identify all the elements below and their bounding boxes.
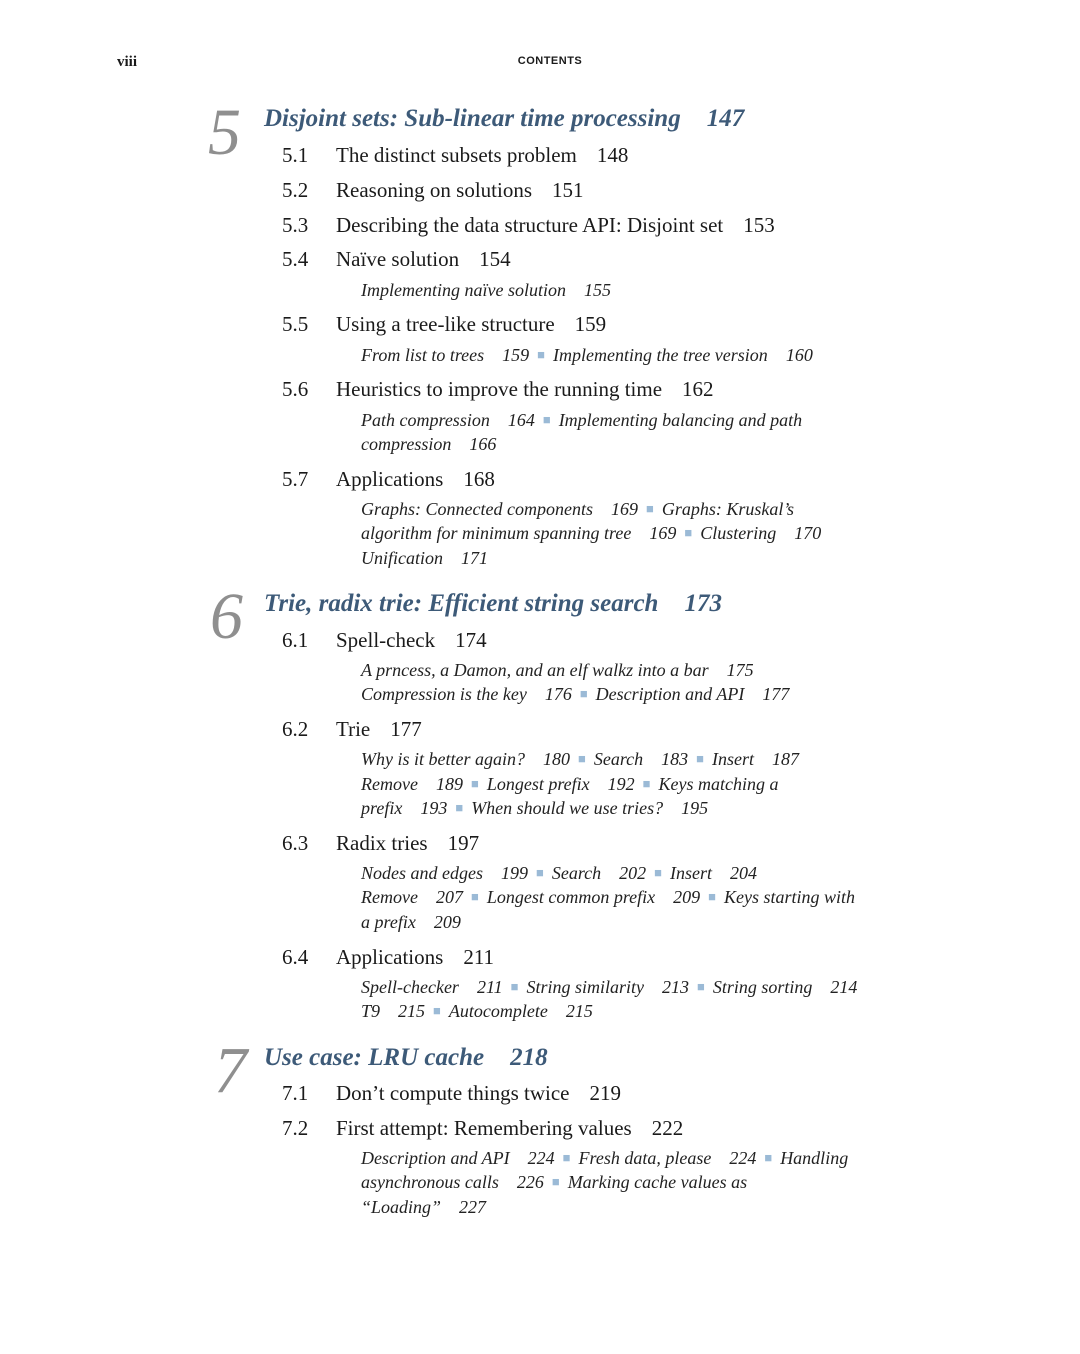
chapter-title-text: Disjoint sets: Sub-linear time processing bbox=[264, 105, 681, 132]
toc-subsection-line bbox=[361, 661, 754, 679]
subsection-page: 187 bbox=[772, 749, 800, 769]
subsection-title-continued: algorithm for minimum spanning tree bbox=[361, 523, 632, 543]
subsection-link[interactable] bbox=[553, 345, 813, 365]
subsection-title: Clustering bbox=[700, 523, 777, 543]
subsection-page: 155 bbox=[583, 280, 611, 300]
section-page: 154 bbox=[479, 247, 511, 271]
separator-dot: ■ bbox=[470, 776, 479, 791]
subsection-page: 199 bbox=[500, 863, 528, 883]
subsection-link[interactable] bbox=[361, 863, 528, 883]
subsection-title: Implementing naïve solution bbox=[361, 280, 566, 300]
subsection-title-continued: asynchronous calls bbox=[361, 1172, 499, 1192]
section-title: Heuristics to improve the running time bbox=[336, 377, 663, 401]
subsection-page: 193 bbox=[420, 798, 448, 818]
subsection-link[interactable] bbox=[487, 887, 700, 907]
section-title: Naïve solution bbox=[336, 247, 460, 271]
separator-dot: ■ bbox=[654, 865, 663, 880]
section-page: 222 bbox=[651, 1116, 684, 1140]
separator-dot: ■ bbox=[455, 800, 464, 815]
subsection-title: Description and API bbox=[595, 684, 745, 704]
subsection-link[interactable] bbox=[361, 798, 447, 818]
toc-subsection-line bbox=[361, 864, 757, 882]
toc-section[interactable] bbox=[282, 145, 628, 166]
section-number: 6.3 bbox=[282, 831, 309, 855]
section-number: 7.1 bbox=[282, 1081, 309, 1105]
subsection-title: Path compression bbox=[361, 410, 490, 430]
chapter-page: 218 bbox=[510, 1044, 548, 1071]
section-number: 5.5 bbox=[282, 312, 309, 336]
subsection-page: 171 bbox=[461, 548, 488, 568]
subsection-title: Remove bbox=[361, 774, 418, 794]
section-title: First attempt: Remembering values bbox=[336, 1116, 632, 1140]
subsection-page: 224 bbox=[527, 1148, 555, 1168]
subsection-title: Compression is the key bbox=[361, 684, 527, 704]
chapter-title-text: Use case: LRU cache bbox=[264, 1044, 485, 1071]
subsection-title: Insert bbox=[670, 863, 713, 883]
section-page: 159 bbox=[574, 312, 607, 336]
subsection-page: 176 bbox=[544, 684, 572, 704]
separator-dot: ■ bbox=[551, 1174, 560, 1189]
subsection-title: Unification bbox=[361, 548, 443, 568]
section-title: Applications bbox=[336, 467, 444, 491]
separator-dot: ■ bbox=[535, 865, 544, 880]
subsection-page: 195 bbox=[681, 798, 709, 818]
subsection-page: 189 bbox=[435, 774, 463, 794]
subsection-page: 204 bbox=[730, 863, 758, 883]
subsection-page: 202 bbox=[619, 863, 647, 883]
subsection-link[interactable] bbox=[361, 1148, 555, 1168]
toc-subsection-line bbox=[361, 1149, 848, 1167]
section-title: Spell-check bbox=[336, 628, 436, 652]
section-title: Trie bbox=[336, 717, 371, 741]
section-number: 5.1 bbox=[282, 143, 309, 167]
subsection-link[interactable] bbox=[361, 684, 572, 704]
subsection-title: When should we use tries? bbox=[471, 798, 664, 818]
section-page: 197 bbox=[447, 831, 480, 855]
toc-subsection-line bbox=[361, 281, 611, 299]
subsection-page: 224 bbox=[729, 1148, 757, 1168]
subsection-link[interactable] bbox=[361, 1001, 425, 1021]
section-title: Radix tries bbox=[336, 831, 428, 855]
subsection-link[interactable] bbox=[361, 660, 754, 680]
subsection-title-continued: a prefix bbox=[361, 912, 416, 932]
toc-section[interactable] bbox=[282, 833, 479, 854]
subsection-link[interactable] bbox=[552, 863, 646, 883]
toc-section[interactable] bbox=[282, 1118, 683, 1139]
toc-subsection-line bbox=[361, 750, 799, 768]
subsection-page: 192 bbox=[607, 774, 635, 794]
toc-section[interactable] bbox=[282, 469, 495, 490]
subsection-title-continued: compression bbox=[361, 434, 452, 454]
subsection-page: 207 bbox=[435, 887, 463, 907]
subsection-title[interactable]: Graphs: Kruskal’s bbox=[661, 499, 795, 519]
section-page: 168 bbox=[463, 467, 495, 491]
subsection-title: From list to trees bbox=[361, 345, 485, 365]
separator-dot: ■ bbox=[684, 525, 693, 540]
section-page: 162 bbox=[682, 377, 714, 401]
toc-subsection-line bbox=[361, 524, 821, 542]
section-number: 5.3 bbox=[282, 213, 309, 237]
chapter-title-text: Trie, radix trie: Efficient string search bbox=[264, 590, 659, 617]
toc-subsection-line bbox=[361, 411, 802, 429]
subsection-title: Autocomplete bbox=[448, 1001, 548, 1021]
section-number: 5.4 bbox=[282, 247, 309, 271]
subsection-title: Search bbox=[593, 749, 644, 769]
section-title: Using a tree-like structure bbox=[336, 312, 555, 336]
toc-section[interactable] bbox=[282, 719, 422, 740]
subsection-link[interactable] bbox=[596, 684, 790, 704]
subsection-link[interactable] bbox=[700, 523, 821, 543]
toc-subsection-line bbox=[361, 346, 813, 364]
subsection-title[interactable]: Implementing balancing and path bbox=[558, 410, 803, 430]
subsection-link[interactable] bbox=[361, 523, 676, 543]
subsection-link[interactable] bbox=[449, 1001, 593, 1021]
subsection-page: 211 bbox=[476, 977, 503, 997]
subsection-link[interactable] bbox=[487, 774, 635, 794]
chapter-number: 6 bbox=[210, 580, 243, 653]
separator-dot: ■ bbox=[510, 979, 519, 994]
toc-subsection-line bbox=[361, 435, 496, 453]
subsection-page: 213 bbox=[661, 977, 689, 997]
subsection-link[interactable] bbox=[471, 798, 708, 818]
subsection-page: 169 bbox=[610, 499, 638, 519]
subsection-link[interactable] bbox=[712, 749, 799, 769]
toc-subsection-line bbox=[361, 978, 857, 996]
separator-dot: ■ bbox=[542, 412, 551, 427]
separator-dot: ■ bbox=[433, 1003, 441, 1018]
subsection-title: Why is it better again? bbox=[361, 749, 525, 769]
separator-dot: ■ bbox=[579, 686, 588, 701]
chapter-number: 7 bbox=[214, 1034, 247, 1107]
subsection-title[interactable]: Keys starting with bbox=[724, 887, 856, 907]
subsection-link[interactable] bbox=[361, 410, 535, 430]
subsection-link[interactable] bbox=[361, 912, 461, 932]
subsection-link[interactable] bbox=[361, 749, 570, 769]
subsection-page: 175 bbox=[726, 660, 754, 680]
toc-subsection-line bbox=[361, 549, 488, 567]
subsection-link[interactable] bbox=[594, 749, 688, 769]
subsection-link[interactable] bbox=[361, 977, 503, 997]
section-page: 151 bbox=[552, 178, 584, 202]
toc-subsection-line bbox=[361, 500, 794, 518]
subsection-page: 226 bbox=[516, 1172, 544, 1192]
section-page: 148 bbox=[596, 143, 629, 167]
subsection-title-continued: prefix bbox=[361, 798, 403, 818]
subsection-title: String similarity bbox=[526, 977, 644, 997]
subsection-link[interactable] bbox=[361, 1172, 544, 1192]
subsection-page: 183 bbox=[661, 749, 689, 769]
separator-dot: ■ bbox=[642, 776, 651, 791]
toc-section[interactable] bbox=[282, 180, 584, 201]
subsection-page: 169 bbox=[649, 523, 677, 543]
toc-subsection-line bbox=[361, 913, 461, 931]
subsection-title: Description and API bbox=[361, 1148, 510, 1168]
section-title: Reasoning on solutions bbox=[336, 178, 533, 202]
subsection-link[interactable] bbox=[361, 774, 463, 794]
chapter-title[interactable] bbox=[264, 1045, 548, 1070]
subsection-link[interactable] bbox=[713, 977, 858, 997]
subsection-link[interactable] bbox=[670, 863, 757, 883]
toc-subsection-line bbox=[361, 888, 855, 906]
toc-subsection-line bbox=[361, 775, 779, 793]
subsection-page: 164 bbox=[507, 410, 535, 430]
subsection-title: Longest prefix bbox=[486, 774, 590, 794]
subsection-title: Nodes and edges bbox=[361, 863, 483, 883]
chapter-page: 147 bbox=[706, 105, 745, 132]
separator-dot: ■ bbox=[696, 979, 705, 994]
toc-section[interactable] bbox=[282, 215, 775, 236]
subsection-link[interactable] bbox=[361, 887, 463, 907]
subsection-title: T9 bbox=[361, 1001, 381, 1021]
subsection-title: Remove bbox=[361, 887, 418, 907]
subsection-page: 159 bbox=[502, 345, 530, 365]
subsection-title: String sorting bbox=[712, 977, 813, 997]
subsection-title-continued: “Loading” bbox=[361, 1197, 442, 1217]
separator-dot: ■ bbox=[537, 347, 546, 362]
subsection-title: Search bbox=[551, 863, 602, 883]
subsection-title: Spell-checker bbox=[361, 977, 459, 997]
subsection-page: 170 bbox=[794, 523, 822, 543]
subsection-title: Longest common prefix bbox=[486, 887, 656, 907]
section-title: Applications bbox=[336, 945, 444, 969]
subsection-link[interactable] bbox=[361, 345, 529, 365]
subsection-page: 177 bbox=[762, 684, 790, 704]
toc-section[interactable] bbox=[282, 1083, 621, 1104]
toc-subsection-line bbox=[361, 685, 789, 703]
subsection-page: 166 bbox=[469, 434, 497, 454]
subsection-page: 209 bbox=[673, 887, 701, 907]
toc-subsection-line bbox=[361, 1173, 747, 1191]
subsection-link[interactable] bbox=[526, 977, 689, 997]
section-page: 211 bbox=[463, 945, 495, 969]
toc-subsection-line bbox=[361, 1198, 486, 1216]
subsection-page: 215 bbox=[565, 1001, 593, 1021]
separator-dot: ■ bbox=[645, 501, 654, 516]
running-head: CONTENTS bbox=[517, 55, 583, 67]
toc-section[interactable] bbox=[282, 630, 487, 651]
chapter-number: 5 bbox=[208, 96, 241, 169]
subsection-title: Fresh data, please bbox=[578, 1148, 712, 1168]
section-number: 5.7 bbox=[282, 467, 309, 491]
separator-dot: ■ bbox=[577, 751, 586, 766]
section-title: The distinct subsets problem bbox=[336, 143, 577, 167]
subsection-link[interactable] bbox=[579, 1148, 757, 1168]
separator-dot: ■ bbox=[708, 889, 716, 904]
section-page: 174 bbox=[455, 628, 487, 652]
page-number: viii bbox=[117, 54, 138, 70]
toc-section[interactable] bbox=[282, 249, 511, 270]
toc-section[interactable] bbox=[282, 314, 606, 335]
subsection-link[interactable] bbox=[361, 434, 496, 454]
section-number: 6.4 bbox=[282, 945, 309, 969]
section-number: 6.1 bbox=[282, 628, 309, 652]
subsection-page: 209 bbox=[433, 912, 461, 932]
chapter-page: 173 bbox=[684, 590, 722, 617]
subsection-page: 160 bbox=[785, 345, 813, 365]
subsection-title[interactable]: Marking cache values as bbox=[567, 1172, 748, 1192]
section-page: 177 bbox=[390, 717, 422, 741]
separator-dot: ■ bbox=[696, 751, 705, 766]
subsection-title[interactable]: Handling bbox=[780, 1148, 849, 1168]
subsection-title: A prncess, a Damon, and an elf walkz into a bar bbox=[361, 660, 709, 680]
section-page: 153 bbox=[743, 213, 775, 237]
subsection-title[interactable]: Keys matching a bbox=[658, 774, 779, 794]
chapter-title[interactable] bbox=[264, 106, 744, 131]
subsection-title: Graphs: Connected components bbox=[361, 499, 593, 519]
subsection-page: 180 bbox=[542, 749, 570, 769]
separator-dot: ■ bbox=[764, 1150, 773, 1165]
subsection-link[interactable] bbox=[361, 548, 488, 568]
subsection-link[interactable] bbox=[361, 280, 611, 300]
section-title: Describing the data structure API: Disjoint set bbox=[336, 213, 724, 237]
section-number: 5.2 bbox=[282, 178, 309, 202]
subsection-page: 214 bbox=[830, 977, 858, 997]
subsection-link[interactable] bbox=[361, 1197, 486, 1217]
subsection-page: 227 bbox=[459, 1197, 487, 1217]
subsection-link[interactable] bbox=[361, 499, 638, 519]
section-number: 5.6 bbox=[282, 377, 309, 401]
section-number: 6.2 bbox=[282, 717, 309, 741]
toc-section[interactable] bbox=[282, 379, 714, 400]
toc-subsection-line bbox=[361, 1002, 593, 1020]
separator-dot: ■ bbox=[470, 889, 479, 904]
subsection-page: 215 bbox=[398, 1001, 426, 1021]
section-number: 7.2 bbox=[282, 1116, 309, 1140]
chapter-title[interactable] bbox=[264, 591, 722, 616]
subsection-title: Implementing the tree version bbox=[553, 345, 768, 365]
section-title: Don’t compute things twice bbox=[336, 1081, 570, 1105]
section-page: 219 bbox=[589, 1081, 621, 1105]
toc-section[interactable] bbox=[282, 947, 494, 968]
separator-dot: ■ bbox=[562, 1150, 571, 1165]
toc-subsection-line bbox=[361, 799, 708, 817]
subsection-title: Insert bbox=[712, 749, 755, 769]
